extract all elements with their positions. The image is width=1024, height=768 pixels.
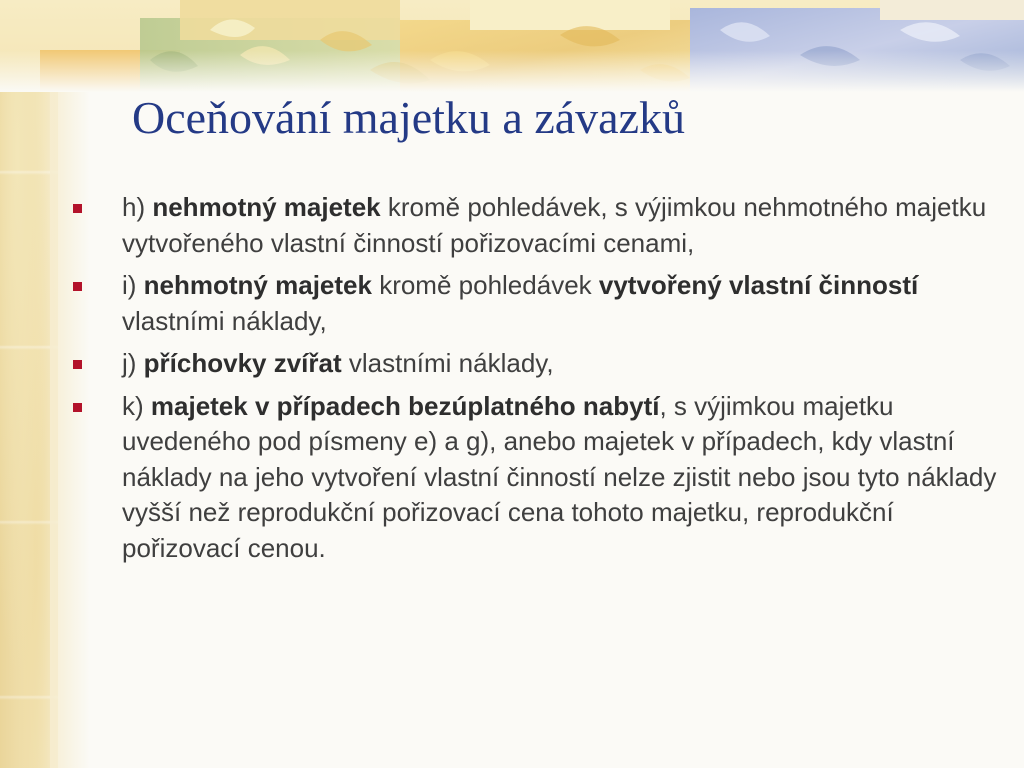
bullet-item-j (70, 346, 1010, 382)
square-bullet-icon (73, 360, 82, 369)
bullet-prefix: k) (122, 390, 151, 421)
bullet-prefix: h) (122, 192, 153, 222)
square-bullet-icon (73, 403, 82, 412)
bullet-text: , s výjimkou majetku uvedeného pod písmeny e) a g), anebo majetek v případech, kdy vlastní náklady na jeho vytvoření vlastní činností nelze zjistit nebo jsou tyto náklady vyšší než reprodukční pořizovací cena tohoto majetku, reprodukční pořizovací cenou. (122, 390, 997, 563)
slide-title: Oceňování majetku a závazků (132, 92, 686, 143)
bullet-text: vlastními náklady, (341, 348, 554, 378)
bullet-item-h (70, 190, 1010, 261)
bullet-bold-text: nehmotný majetek (152, 192, 381, 222)
bullet-text-2: vlastními náklady, (122, 305, 327, 336)
bullet-text: kromě pohledávek (371, 270, 599, 300)
square-bullet-icon (73, 204, 82, 213)
bullet-bold-text: příchovky zvířat (143, 348, 342, 378)
bullet-bold-text: nehmotný majetek (143, 270, 372, 300)
decorative-banner (0, 0, 1024, 92)
bullet-list (70, 190, 1010, 573)
bullet-item-k (70, 389, 1010, 567)
square-bullet-icon (73, 282, 82, 291)
bullet-prefix: j) (122, 348, 144, 378)
banner-fade (0, 0, 1024, 92)
bullet-bold-text: majetek v případech bezúplatného nabytí (150, 390, 660, 421)
bullet-bold-text-2: vytvořený vlastní činností (598, 270, 919, 300)
bullet-item-i (70, 268, 1010, 339)
bullet-prefix: i) (122, 270, 144, 300)
bullet-text: kromě pohledávek, s výjimkou nehmotného majetku vytvořeného vlastní činností pořizovacími cenami, (122, 192, 987, 258)
